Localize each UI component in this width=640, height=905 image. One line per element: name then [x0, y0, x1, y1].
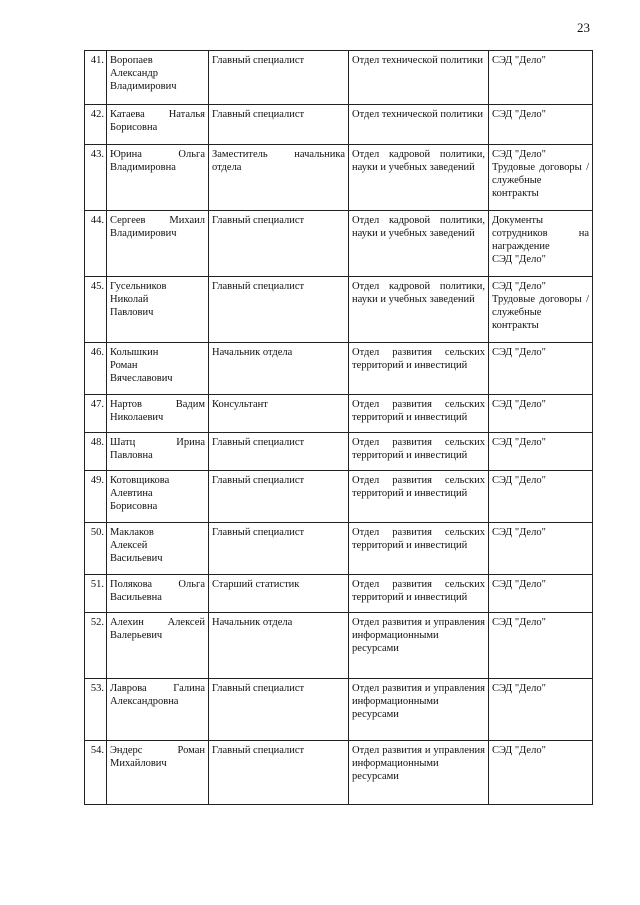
access-system: СЭД "Дело" — [489, 433, 593, 471]
employee-department: Отдел развития сельских территорий и инвестиций — [349, 343, 489, 395]
table-row — [85, 471, 593, 523]
employee-position: Начальник отдела — [209, 343, 349, 395]
row-number: 49. — [85, 471, 107, 523]
employee-department: Отдел кадровой политики, науки и учебных заведений — [349, 211, 489, 277]
table-row — [85, 105, 593, 145]
table-row — [85, 211, 593, 277]
employee-department: Отдел развития и управления информационными ресурсами — [349, 679, 489, 741]
employee-name: Маклаков Алексей Васильевич — [107, 523, 209, 575]
row-number: 45. — [85, 277, 107, 343]
row-number: 53. — [85, 679, 107, 741]
employee-position: Начальник отдела — [209, 613, 349, 679]
employee-name: Полякова Ольга Васильевна — [107, 575, 209, 613]
row-number: 47. — [85, 395, 107, 433]
employee-name: Юрина Ольга Владимировна — [107, 145, 209, 211]
employee-department: Отдел развития сельских территорий и инвестиций — [349, 471, 489, 523]
employee-position: Главный специалист — [209, 471, 349, 523]
access-system: СЭД "Дело" — [489, 471, 593, 523]
access-system: СЭД "Дело" — [489, 575, 593, 613]
employee-department: Отдел технической политики — [349, 105, 489, 145]
employee-name: Лаврова Галина Александровна — [107, 679, 209, 741]
row-number: 42. — [85, 105, 107, 145]
employee-position: Главный специалист — [209, 277, 349, 343]
employee-position: Консультант — [209, 395, 349, 433]
employee-position: Главный специалист — [209, 523, 349, 575]
table-row — [85, 277, 593, 343]
employee-position: Заместитель начальника отдела — [209, 145, 349, 211]
row-number: 48. — [85, 433, 107, 471]
employee-position: Главный специалист — [209, 679, 349, 741]
table-row — [85, 395, 593, 433]
access-system: СЭД "Дело" — [489, 395, 593, 433]
employee-name: Колышкин Роман Вячеславович — [107, 343, 209, 395]
access-system: СЭД "Дело" — [489, 343, 593, 395]
employee-department: Отдел развития сельских территорий и инвестиций — [349, 575, 489, 613]
access-system: СЭД "Дело" — [489, 523, 593, 575]
employee-position: Главный специалист — [209, 741, 349, 805]
page-number: 23 — [577, 20, 590, 35]
access-system: СЭД "Дело" — [489, 51, 593, 105]
employee-department: Отдел развития сельских территорий и инвестиций — [349, 433, 489, 471]
row-number: 51. — [85, 575, 107, 613]
employee-position: Главный специалист — [209, 105, 349, 145]
access-system: СЭД "Дело" — [489, 105, 593, 145]
employee-name: Алехин Алексей Валерьевич — [107, 613, 209, 679]
employee-name: Шатц Ирина Павловна — [107, 433, 209, 471]
employee-department: Отдел кадровой политики, науки и учебных заведений — [349, 277, 489, 343]
employee-department: Отдел развития и управления информационными ресурсами — [349, 613, 489, 679]
access-system: СЭД "Дело" — [489, 613, 593, 679]
row-number: 41. — [85, 51, 107, 105]
access-system: СЭД "Дело" — [489, 741, 593, 805]
employee-position: Главный специалист — [209, 433, 349, 471]
table-row — [85, 613, 593, 679]
employee-name: Сергеев Михаил Владимирович — [107, 211, 209, 277]
employee-name: Гусельников Николай Павлович — [107, 277, 209, 343]
table-row — [85, 51, 593, 105]
employee-position: Главный специалист — [209, 211, 349, 277]
access-system: СЭД "Дело" Трудовые договоры / служебные контракты — [489, 277, 593, 343]
employee-department: Отдел развития сельских территорий и инвестиций — [349, 523, 489, 575]
employee-name: Катаева Наталья Борисовна — [107, 105, 209, 145]
access-system: СЭД "Дело" Трудовые договоры / служебные контракты — [489, 145, 593, 211]
employee-name: Эндерс Роман Михайлович — [107, 741, 209, 805]
row-number: 50. — [85, 523, 107, 575]
table-row — [85, 523, 593, 575]
employee-department: Отдел развития сельских территорий и инвестиций — [349, 395, 489, 433]
table-body — [85, 51, 593, 805]
table-row — [85, 741, 593, 805]
employee-position: Старший статистик — [209, 575, 349, 613]
employee-department: Отдел кадровой политики, науки и учебных заведений — [349, 145, 489, 211]
row-number: 52. — [85, 613, 107, 679]
row-number: 54. — [85, 741, 107, 805]
table-row — [85, 679, 593, 741]
employee-name: Воропаев Александр Владимирович — [107, 51, 209, 105]
table-row — [85, 145, 593, 211]
row-number: 46. — [85, 343, 107, 395]
row-number: 43. — [85, 145, 107, 211]
row-number: 44. — [85, 211, 107, 277]
access-system: Документы сотрудников на награждение СЭД "Дело" — [489, 211, 593, 277]
employee-name: Нартов Вадим Николаевич — [107, 395, 209, 433]
employee-access-table — [84, 50, 593, 805]
access-system: СЭД "Дело" — [489, 679, 593, 741]
employee-department: Отдел технической политики — [349, 51, 489, 105]
table-row — [85, 433, 593, 471]
table-row — [85, 575, 593, 613]
employee-name: Котовщикова Алевтина Борисовна — [107, 471, 209, 523]
employee-department: Отдел развития и управления информационными ресурсами — [349, 741, 489, 805]
employee-position: Главный специалист — [209, 51, 349, 105]
table-row — [85, 343, 593, 395]
